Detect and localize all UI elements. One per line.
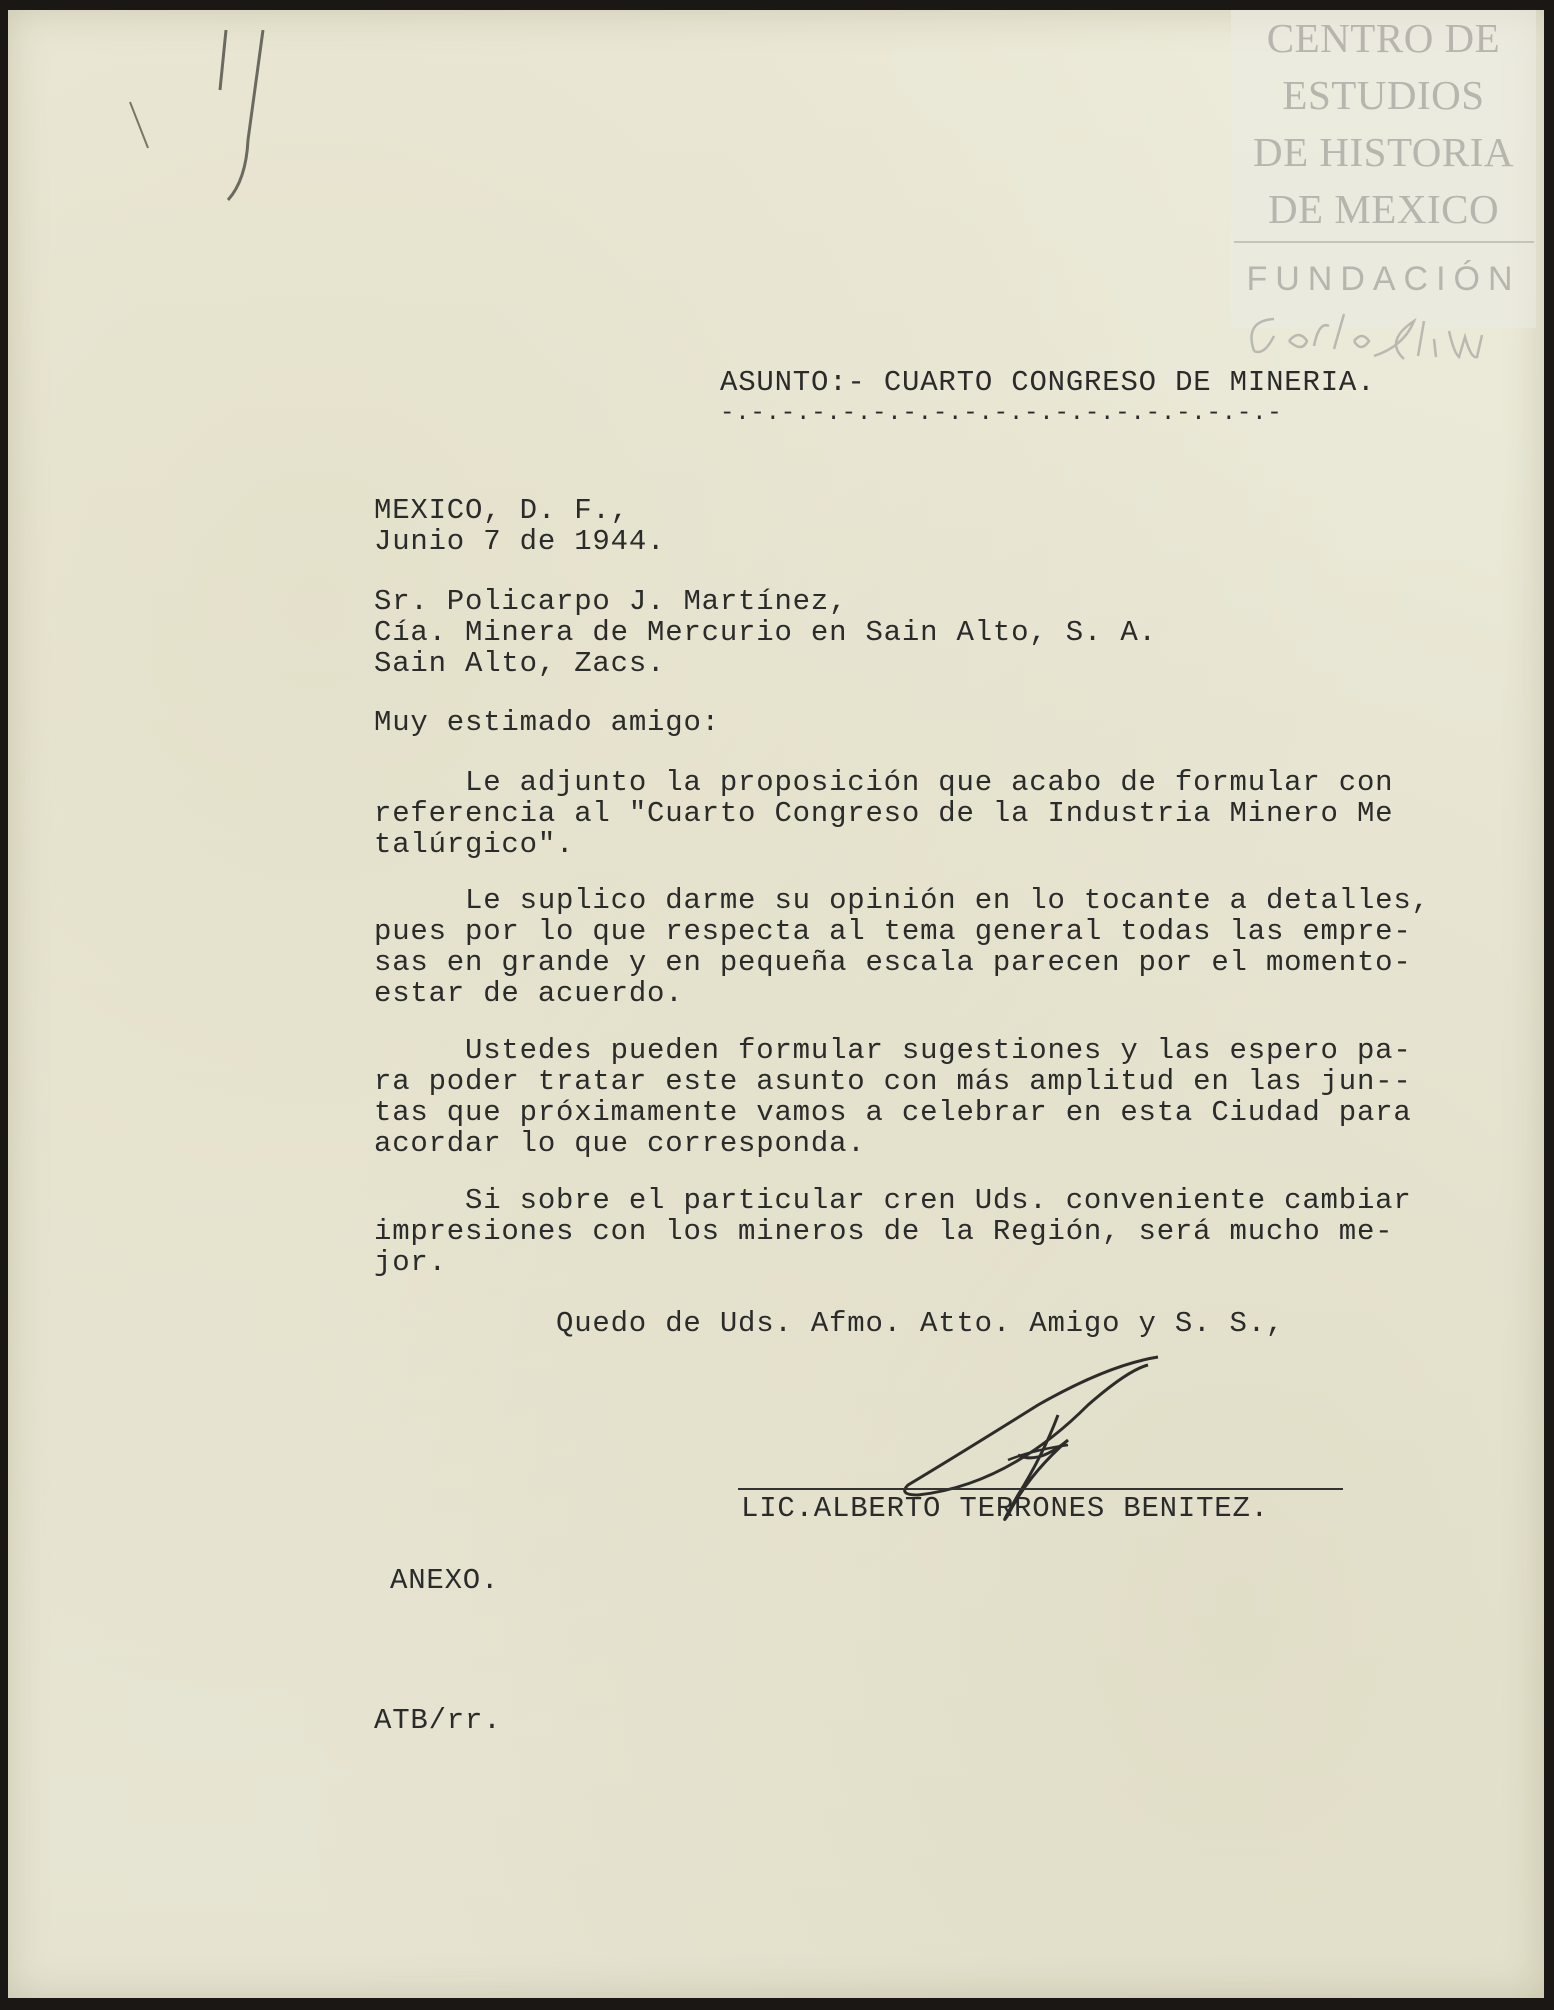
paragraph-line: tas que próximamente vamos a celebrar en esta Ciudad para (374, 1096, 1412, 1129)
salutation: Muy estimado amigo: (374, 706, 720, 739)
signatory-name: LIC.ALBERTO TERRONES BENITEZ. (741, 1492, 1269, 1525)
paragraph-line: estar de acuerdo. (374, 977, 684, 1010)
subject-line: ASUNTO:- CUARTO CONGRESO DE MINERIA. (720, 366, 1376, 399)
stamp-divider (1234, 241, 1534, 243)
stamp-line: CENTRO DE (1266, 15, 1501, 61)
date-line: Junio 7 de 1944. (374, 525, 666, 558)
signature-rule (738, 1488, 1343, 1490)
recipient-location: Sain Alto, Zacs. (374, 647, 666, 680)
subject-underline: -.-.-.-.-.-.-.-.-.-.-.-.-.-.-.-.-.-.- (720, 400, 1283, 427)
paragraph-line: Ustedes pueden formular sugestiones y las espero pa- (374, 1034, 1412, 1067)
slim-signature-watermark (1234, 301, 1534, 371)
stamp-line: ESTUDIOS (1282, 72, 1485, 118)
paragraph-line: Le adjunto la proposición que acabo de formular con (374, 766, 1394, 799)
pencil-marks (108, 30, 288, 220)
paragraph-line: pues por lo que respecta al tema general todas las empre- (374, 915, 1412, 948)
enclosure-note: ANEXO. (390, 1564, 500, 1597)
archive-watermark (1231, 10, 1536, 328)
recipient-name: Sr. Policarpo J. Martínez, (374, 585, 848, 618)
stamp-line: DE MEXICO (1267, 186, 1500, 232)
recipient-company: Cía. Minera de Mercurio en Sain Alto, S. A. (374, 616, 1157, 649)
paragraph-line: sas en grande y en pequeña escala parecen por el momento- (374, 946, 1412, 979)
paragraph-line: Le suplico darme su opinión en lo tocante a detalles, (374, 884, 1430, 917)
paragraph-line: referencia al "Cuarto Congreso de la Industria Minero Me (374, 797, 1394, 830)
place-line: MEXICO, D. F., (374, 494, 629, 527)
stamp-line: DE HISTORIA (1253, 129, 1514, 175)
closing-line: Quedo de Uds. Afmo. Atto. Amigo y S. S., (556, 1307, 1285, 1340)
reference-initials: ATB/rr. (374, 1704, 502, 1737)
paragraph-line: talúrgico". (374, 828, 575, 861)
paragraph-line: ra poder tratar este asunto con más amplitud en las jun-- (374, 1065, 1412, 1098)
paragraph-line: jor. (374, 1246, 447, 1279)
paragraph-line: impresiones con los mineros de la Región, será mucho me- (374, 1215, 1394, 1248)
paragraph-line: Si sobre el particular cren Uds. conveniente cambiar (374, 1184, 1412, 1217)
letter-sheet (8, 10, 1544, 1998)
stamp-foundation: FUNDACIÓN (1246, 260, 1521, 298)
paragraph-line: acordar lo que corresponda. (374, 1127, 866, 1160)
